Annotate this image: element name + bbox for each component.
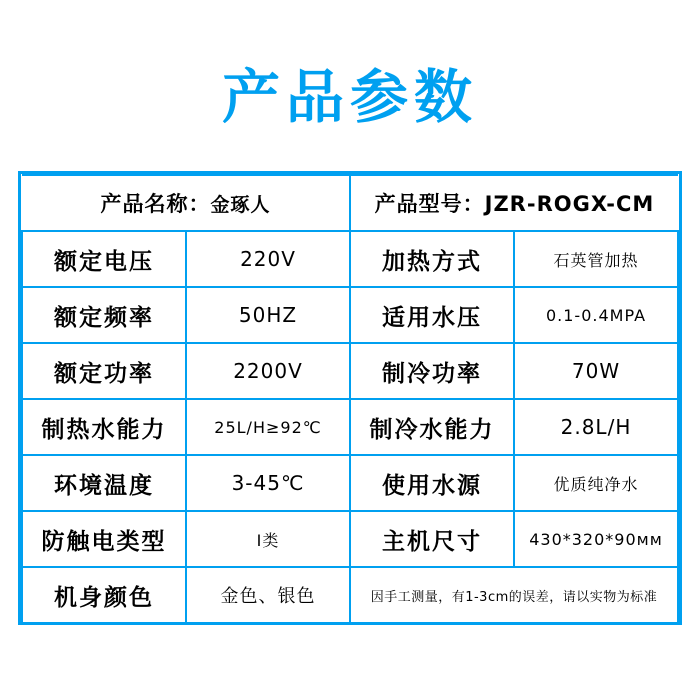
row-label-ambient-temperature: 环境温度 <box>22 455 186 511</box>
product-model-value: JZR-ROGX-CM <box>484 192 655 216</box>
row-label-heating-capacity: 制热水能力 <box>22 399 186 455</box>
product-name-label: 产品名称： <box>100 192 211 216</box>
row-value-heating-capacity: 25L/H≥92℃ <box>186 399 350 455</box>
product-model-label: 产品型号： <box>374 192 485 216</box>
table-row <box>22 231 678 287</box>
table-row <box>22 567 678 622</box>
row-label-water-source: 使用水源 <box>350 455 514 511</box>
row-label-cooling-capacity: 制冷水能力 <box>350 399 514 455</box>
table-row <box>22 455 678 511</box>
product-brand: 金琢人 <box>210 194 271 216</box>
product-model-cell <box>350 175 678 231</box>
row-value-rated-frequency: 50HZ <box>186 287 350 343</box>
row-label-shock-protection: 防触电类型 <box>22 511 186 567</box>
row-value-body-color: 金色、银色 <box>186 567 350 622</box>
product-name-cell <box>22 175 350 231</box>
row-label-heating-method: 加热方式 <box>350 231 514 287</box>
table-row <box>22 511 678 567</box>
table-row <box>22 287 678 343</box>
row-value-rated-voltage: 220V <box>186 231 350 287</box>
row-value-rated-power: 2200V <box>186 343 350 399</box>
row-label-rated-power: 额定功率 <box>22 343 186 399</box>
row-label-water-pressure: 适用水压 <box>350 287 514 343</box>
row-value-unit-size: 430*320*90мм <box>514 511 678 567</box>
measurement-note: 因手工测量，有1-3cm的误差，请以实物为标准 <box>350 567 678 622</box>
page-title: 产品参数 <box>221 63 478 131</box>
row-value-shock-protection: Ⅰ类 <box>186 511 350 567</box>
spec-table <box>21 174 679 622</box>
table-row <box>22 399 678 455</box>
row-value-water-pressure: 0.1-0.4MPA <box>514 287 678 343</box>
row-label-rated-voltage: 额定电压 <box>22 231 186 287</box>
row-value-ambient-temperature: 3-45℃ <box>186 455 350 511</box>
row-label-body-color: 机身颜色 <box>22 567 186 622</box>
row-label-rated-frequency: 额定频率 <box>22 287 186 343</box>
row-value-heating-method: 石英管加热 <box>514 231 678 287</box>
row-label-cooling-power: 制冷功率 <box>350 343 514 399</box>
row-value-water-source: 优质纯净水 <box>514 455 678 511</box>
row-value-cooling-capacity: 2.8L/H <box>514 399 678 455</box>
row-label-unit-size: 主机尺寸 <box>350 511 514 567</box>
row-value-cooling-power: 70W <box>514 343 678 399</box>
table-row <box>22 343 678 399</box>
spec-table-container <box>18 171 682 625</box>
table-header-row <box>22 175 678 231</box>
